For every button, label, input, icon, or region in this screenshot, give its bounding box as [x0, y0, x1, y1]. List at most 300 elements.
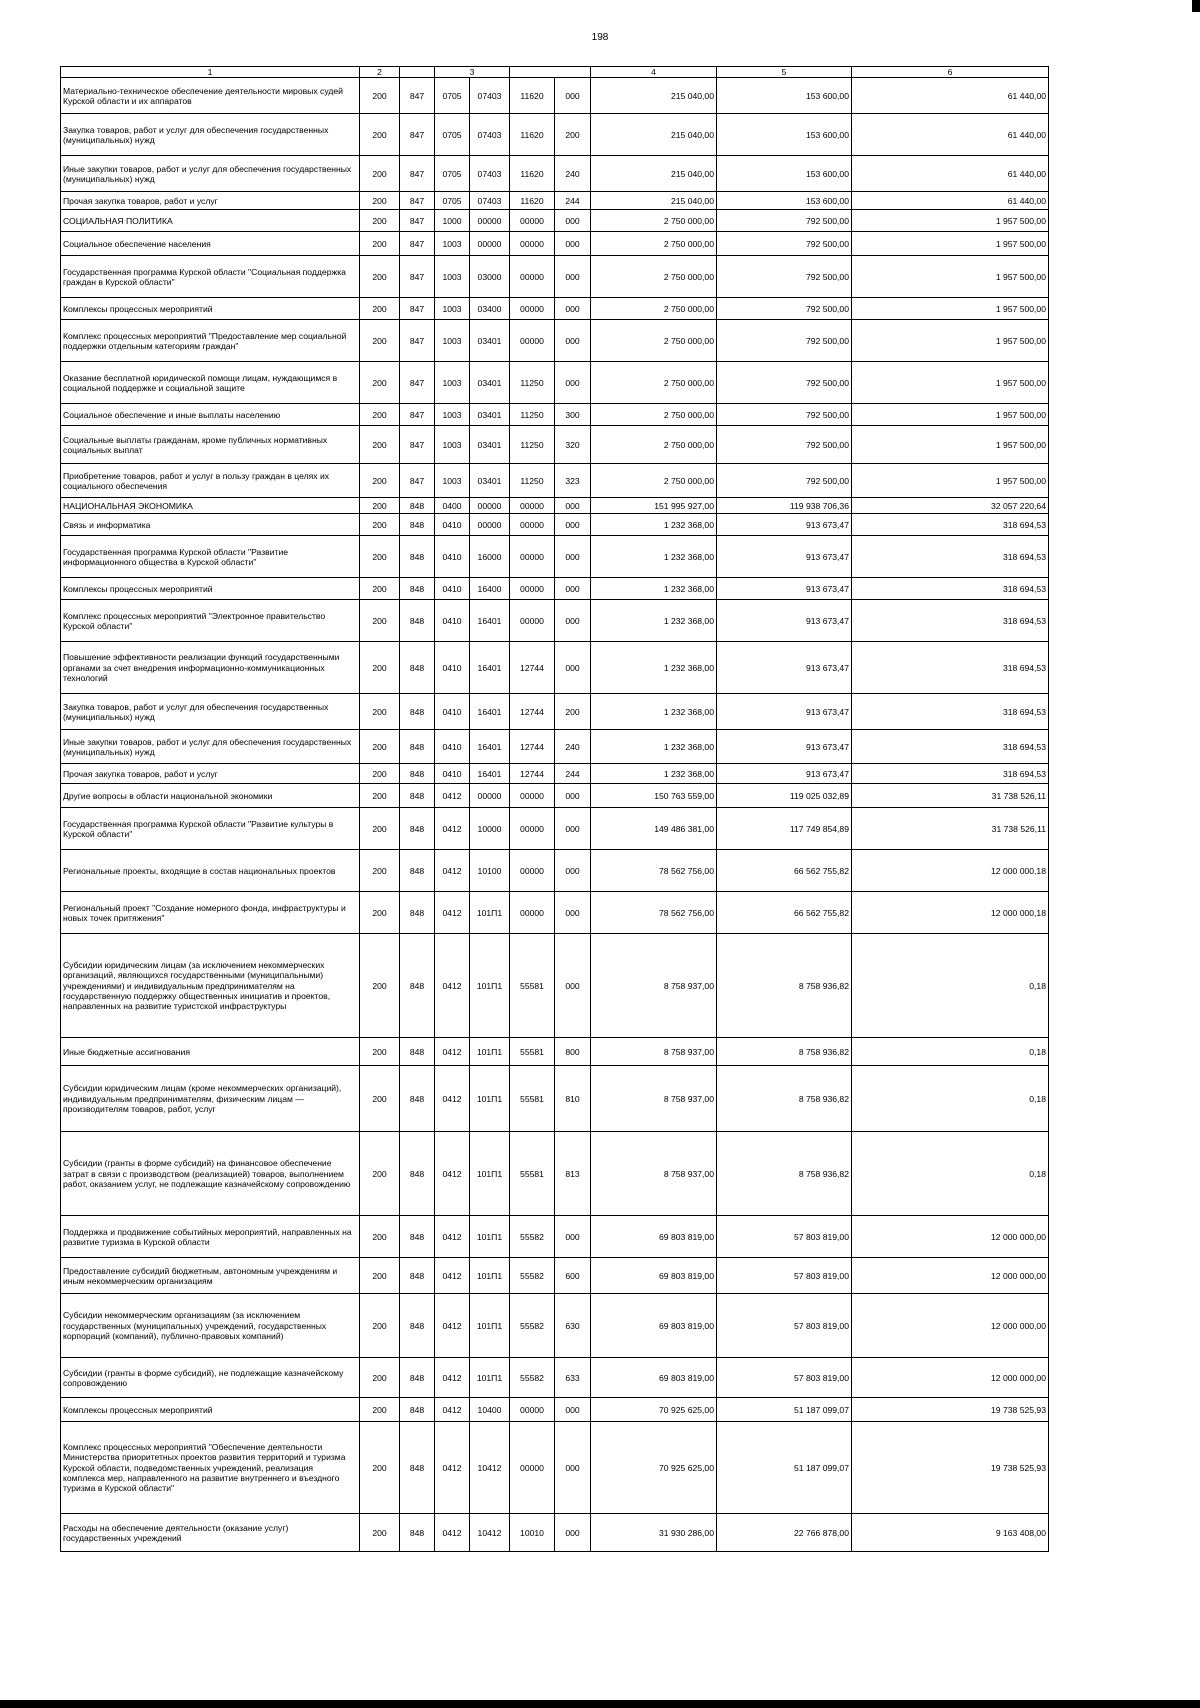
code-section: 1003: [435, 362, 470, 404]
code-ministry: 847: [400, 210, 435, 232]
code-section: 0412: [435, 784, 470, 808]
code-ministry: 848: [400, 764, 435, 784]
code-expense-type: 000: [555, 498, 591, 514]
code-rz: 200: [360, 210, 400, 232]
code-section: 0412: [435, 1422, 470, 1514]
code-ministry: 848: [400, 1258, 435, 1294]
header-row: [61, 67, 1049, 78]
code-rz: 200: [360, 808, 400, 850]
amount-col6: 318 694,53: [852, 764, 1049, 784]
code-program: 07403: [470, 156, 510, 192]
amount-col5: 792 500,00: [717, 232, 852, 256]
amount-col5: 792 500,00: [717, 256, 852, 298]
code-direction: 55582: [510, 1358, 555, 1398]
row-description: Иные закупки товаров, работ и услуг для обеспечения государственных (муниципальных) нужд: [61, 156, 360, 192]
code-expense-type: 000: [555, 232, 591, 256]
header-col-3a: [400, 67, 435, 78]
amount-total: 8 758 937,00: [591, 1132, 717, 1216]
code-program: 101П1: [470, 1358, 510, 1398]
amount-total: 1 232 368,00: [591, 600, 717, 642]
amount-col5: 57 803 819,00: [717, 1358, 852, 1398]
code-program: 00000: [470, 784, 510, 808]
code-ministry: 848: [400, 514, 435, 536]
row-description: Другие вопросы в области национальной экономики: [61, 784, 360, 808]
amount-col6: 12 000 000,00: [852, 1258, 1049, 1294]
code-program: 101П1: [470, 1216, 510, 1258]
row-description: Социальные выплаты гражданам, кроме публичных нормативных социальных выплат: [61, 426, 360, 464]
code-direction: 11250: [510, 362, 555, 404]
table-row: [61, 850, 1049, 892]
code-direction: 00000: [510, 320, 555, 362]
code-expense-type: 320: [555, 426, 591, 464]
code-program: 101П1: [470, 1258, 510, 1294]
row-description: Государственная программа Курской области "Социальная поддержка граждан в Курской области": [61, 256, 360, 298]
row-description: Комплекс процессных мероприятий "Обеспечение деятельности Министерства приоритетных проектов развития территорий и туризма Курской области, подведомственных учреждений, реализация комплекса мер, направленного на развитие внутреннего и въездного туризма в Курской области": [61, 1422, 360, 1514]
code-program: 07403: [470, 78, 510, 114]
code-direction: 00000: [510, 232, 555, 256]
code-expense-type: 633: [555, 1358, 591, 1398]
row-description: Комплексы процессных мероприятий: [61, 578, 360, 600]
code-ministry: 847: [400, 426, 435, 464]
code-expense-type: 600: [555, 1258, 591, 1294]
code-program: 101П1: [470, 1294, 510, 1358]
code-expense-type: 000: [555, 362, 591, 404]
code-section: 0412: [435, 1398, 470, 1422]
code-direction: 12744: [510, 764, 555, 784]
code-program: 03401: [470, 362, 510, 404]
amount-col6: 318 694,53: [852, 536, 1049, 578]
amount-col6: 1 957 500,00: [852, 362, 1049, 404]
code-ministry: 848: [400, 1514, 435, 1552]
code-direction: 55582: [510, 1294, 555, 1358]
code-ministry: 848: [400, 1358, 435, 1398]
code-ministry: 848: [400, 1294, 435, 1358]
code-direction: 11620: [510, 78, 555, 114]
code-program: 03401: [470, 404, 510, 426]
code-expense-type: 240: [555, 730, 591, 764]
amount-total: 1 232 368,00: [591, 578, 717, 600]
code-section: 0412: [435, 850, 470, 892]
code-ministry: 848: [400, 600, 435, 642]
code-rz: 200: [360, 1514, 400, 1552]
amount-col5: 913 673,47: [717, 642, 852, 694]
code-program: 16401: [470, 764, 510, 784]
table-row: [61, 256, 1049, 298]
amount-col5: 117 749 854,89: [717, 808, 852, 850]
row-description: Прочая закупка товаров, работ и услуг: [61, 192, 360, 210]
row-description: Государственная программа Курской области "Развитие культуры в Курской области": [61, 808, 360, 850]
table-row: [61, 642, 1049, 694]
code-rz: 200: [360, 694, 400, 730]
code-direction: 55582: [510, 1258, 555, 1294]
code-ministry: 847: [400, 192, 435, 210]
row-description: СОЦИАЛЬНАЯ ПОЛИТИКА: [61, 210, 360, 232]
amount-col5: 913 673,47: [717, 514, 852, 536]
code-direction: 10010: [510, 1514, 555, 1552]
row-description: Связь и информатика: [61, 514, 360, 536]
amount-col5: 66 562 755,82: [717, 892, 852, 934]
amount-col6: 12 000 000,18: [852, 850, 1049, 892]
code-section: 1003: [435, 256, 470, 298]
row-description: Региональные проекты, входящие в состав национальных проектов: [61, 850, 360, 892]
amount-col5: 913 673,47: [717, 536, 852, 578]
code-rz: 200: [360, 784, 400, 808]
code-ministry: 848: [400, 1038, 435, 1066]
code-direction: 12744: [510, 694, 555, 730]
amount-total: 69 803 819,00: [591, 1216, 717, 1258]
code-section: 0412: [435, 1514, 470, 1552]
code-direction: 00000: [510, 498, 555, 514]
code-direction: 55581: [510, 1038, 555, 1066]
amount-total: 1 232 368,00: [591, 694, 717, 730]
code-section: 0410: [435, 514, 470, 536]
code-section: 1003: [435, 464, 470, 498]
row-description: Социальное обеспечение и иные выплаты населению: [61, 404, 360, 426]
code-expense-type: 000: [555, 892, 591, 934]
code-rz: 200: [360, 600, 400, 642]
amount-col5: 913 673,47: [717, 600, 852, 642]
amount-total: 1 232 368,00: [591, 764, 717, 784]
code-rz: 200: [360, 362, 400, 404]
amount-col6: 0,18: [852, 1038, 1049, 1066]
amount-total: 215 040,00: [591, 156, 717, 192]
code-program: 101П1: [470, 1038, 510, 1066]
amount-col6: 318 694,53: [852, 514, 1049, 536]
amount-col6: 61 440,00: [852, 78, 1049, 114]
code-rz: 200: [360, 320, 400, 362]
amount-col6: 12 000 000,00: [852, 1294, 1049, 1358]
row-description: Комплексы процессных мероприятий: [61, 1398, 360, 1422]
code-program: 07403: [470, 114, 510, 156]
code-rz: 200: [360, 934, 400, 1038]
amount-col6: 318 694,53: [852, 730, 1049, 764]
code-program: 16401: [470, 694, 510, 730]
amount-total: 2 750 000,00: [591, 404, 717, 426]
amount-total: 149 486 381,00: [591, 808, 717, 850]
code-rz: 200: [360, 1358, 400, 1398]
code-ministry: 848: [400, 694, 435, 730]
table-row: [61, 1066, 1049, 1132]
row-description: Региональный проект "Создание номерного фонда, инфраструктуры и новых точек притяжения": [61, 892, 360, 934]
code-program: 00000: [470, 210, 510, 232]
amount-col5: 8 758 936,82: [717, 934, 852, 1038]
row-description: НАЦИОНАЛЬНАЯ ЭКОНОМИКА: [61, 498, 360, 514]
code-section: 1003: [435, 426, 470, 464]
code-ministry: 848: [400, 850, 435, 892]
amount-col5: 8 758 936,82: [717, 1066, 852, 1132]
code-rz: 200: [360, 892, 400, 934]
code-ministry: 848: [400, 498, 435, 514]
amount-col6: 12 000 000,00: [852, 1358, 1049, 1398]
table-row: [61, 578, 1049, 600]
code-direction: 12744: [510, 730, 555, 764]
code-direction: 11620: [510, 192, 555, 210]
code-direction: 00000: [510, 210, 555, 232]
amount-total: 215 040,00: [591, 78, 717, 114]
row-description: Социальное обеспечение населения: [61, 232, 360, 256]
amount-total: 2 750 000,00: [591, 362, 717, 404]
table-row: [61, 156, 1049, 192]
code-rz: 200: [360, 256, 400, 298]
table-row: [61, 514, 1049, 536]
code-section: 0410: [435, 536, 470, 578]
amount-col6: 61 440,00: [852, 114, 1049, 156]
code-program: 101П1: [470, 1066, 510, 1132]
code-ministry: 847: [400, 320, 435, 362]
code-expense-type: 000: [555, 320, 591, 362]
code-section: 1003: [435, 232, 470, 256]
code-expense-type: 000: [555, 536, 591, 578]
code-expense-type: 000: [555, 256, 591, 298]
amount-col6: 318 694,53: [852, 642, 1049, 694]
scan-bottom-bar: [0, 1700, 1200, 1708]
table-row: [61, 192, 1049, 210]
table-row: [61, 78, 1049, 114]
code-direction: 11620: [510, 114, 555, 156]
table-row: [61, 694, 1049, 730]
amount-col6: 1 957 500,00: [852, 256, 1049, 298]
code-section: 0705: [435, 192, 470, 210]
amount-col6: 1 957 500,00: [852, 210, 1049, 232]
code-section: 0410: [435, 694, 470, 730]
code-expense-type: 000: [555, 600, 591, 642]
code-section: 0412: [435, 1132, 470, 1216]
amount-col5: 792 500,00: [717, 210, 852, 232]
table-row: [61, 210, 1049, 232]
code-program: 16401: [470, 730, 510, 764]
code-section: 1003: [435, 404, 470, 426]
row-description: Расходы на обеспечение деятельности (оказание услуг) государственных учреждений: [61, 1514, 360, 1552]
code-direction: 00000: [510, 536, 555, 578]
code-ministry: 847: [400, 362, 435, 404]
table-row: [61, 784, 1049, 808]
code-section: 0412: [435, 1258, 470, 1294]
code-program: 03401: [470, 426, 510, 464]
code-expense-type: 200: [555, 694, 591, 730]
code-section: 0412: [435, 1216, 470, 1258]
amount-col5: 57 803 819,00: [717, 1216, 852, 1258]
amount-col6: 1 957 500,00: [852, 404, 1049, 426]
table-row: [61, 404, 1049, 426]
code-rz: 200: [360, 498, 400, 514]
code-program: 10400: [470, 1398, 510, 1422]
code-section: 0412: [435, 1358, 470, 1398]
code-direction: 00000: [510, 514, 555, 536]
code-ministry: 848: [400, 730, 435, 764]
code-section: 0705: [435, 78, 470, 114]
amount-col5: 792 500,00: [717, 298, 852, 320]
table-row: [61, 1294, 1049, 1358]
code-direction: 11620: [510, 156, 555, 192]
code-ministry: 847: [400, 256, 435, 298]
row-description: Государственная программа Курской области "Развитие информационного общества в Курской области": [61, 536, 360, 578]
amount-col6: 1 957 500,00: [852, 464, 1049, 498]
code-ministry: 847: [400, 232, 435, 256]
code-rz: 200: [360, 1422, 400, 1514]
code-rz: 200: [360, 1294, 400, 1358]
code-program: 10412: [470, 1422, 510, 1514]
code-section: 0410: [435, 642, 470, 694]
header-col-5: 5: [717, 67, 852, 78]
amount-col6: 318 694,53: [852, 600, 1049, 642]
code-direction: 00000: [510, 1422, 555, 1514]
amount-total: 1 232 368,00: [591, 642, 717, 694]
code-section: 0412: [435, 1038, 470, 1066]
code-expense-type: 323: [555, 464, 591, 498]
amount-col5: 119 025 032,89: [717, 784, 852, 808]
code-ministry: 848: [400, 642, 435, 694]
code-ministry: 847: [400, 298, 435, 320]
amount-total: 69 803 819,00: [591, 1294, 717, 1358]
amount-total: 215 040,00: [591, 114, 717, 156]
code-program: 03401: [470, 464, 510, 498]
row-description: Закупка товаров, работ и услуг для обеспечения государственных (муниципальных) нужд: [61, 114, 360, 156]
code-ministry: 848: [400, 1066, 435, 1132]
code-program: 00000: [470, 514, 510, 536]
code-program: 03400: [470, 298, 510, 320]
row-description: Субсидии юридическим лицам (кроме некоммерческих организаций), индивидуальным предпринимателям, физическим лицам — производителям товаров, работ, услуг: [61, 1066, 360, 1132]
code-rz: 200: [360, 78, 400, 114]
code-direction: 00000: [510, 578, 555, 600]
amount-col5: 119 938 706,36: [717, 498, 852, 514]
code-expense-type: 630: [555, 1294, 591, 1358]
code-section: 0705: [435, 114, 470, 156]
row-description: Субсидии (гранты в форме субсидий), не подлежащие казначейскому сопровождению: [61, 1358, 360, 1398]
table-row: [61, 600, 1049, 642]
table-row: [61, 764, 1049, 784]
amount-col5: 153 600,00: [717, 114, 852, 156]
code-rz: 200: [360, 156, 400, 192]
code-expense-type: 000: [555, 642, 591, 694]
code-section: 1003: [435, 298, 470, 320]
scan-corner-mark: [1192, 0, 1200, 12]
table-row: [61, 426, 1049, 464]
code-program: 00000: [470, 498, 510, 514]
amount-col5: 913 673,47: [717, 730, 852, 764]
code-ministry: 848: [400, 892, 435, 934]
code-ministry: 848: [400, 808, 435, 850]
code-ministry: 848: [400, 578, 435, 600]
row-description: Субсидии юридическим лицам (за исключением некоммерческих организаций, являющихся государственными (муниципальными) учреждениями) и индивидуальным предпринимателям на государственную поддержку общественных инициатив и проектов, направленных на развитие туристской инфраструктуры: [61, 934, 360, 1038]
amount-total: 2 750 000,00: [591, 426, 717, 464]
header-col-2: 2: [360, 67, 400, 78]
code-ministry: 848: [400, 934, 435, 1038]
code-expense-type: 000: [555, 784, 591, 808]
code-section: 1003: [435, 320, 470, 362]
code-ministry: 847: [400, 114, 435, 156]
code-program: 10000: [470, 808, 510, 850]
code-rz: 200: [360, 1066, 400, 1132]
code-program: 03401: [470, 320, 510, 362]
table-row: [61, 1258, 1049, 1294]
code-ministry: 848: [400, 1132, 435, 1216]
code-direction: 55581: [510, 1066, 555, 1132]
code-program: 16401: [470, 642, 510, 694]
code-rz: 200: [360, 1398, 400, 1422]
amount-col6: 32 057 220,64: [852, 498, 1049, 514]
code-program: 00000: [470, 232, 510, 256]
amount-total: 70 925 625,00: [591, 1398, 717, 1422]
amount-total: 2 750 000,00: [591, 210, 717, 232]
amount-total: 69 803 819,00: [591, 1358, 717, 1398]
table-row: [61, 1132, 1049, 1216]
row-description: Комплекс процессных мероприятий "Предоставление мер социальной поддержки отдельным категориям граждан": [61, 320, 360, 362]
amount-col5: 57 803 819,00: [717, 1294, 852, 1358]
code-direction: 00000: [510, 784, 555, 808]
amount-col5: 153 600,00: [717, 192, 852, 210]
page-number: 198: [591, 32, 609, 43]
amount-col5: 51 187 099,07: [717, 1422, 852, 1514]
code-rz: 200: [360, 464, 400, 498]
amount-col5: 913 673,47: [717, 578, 852, 600]
code-expense-type: 000: [555, 578, 591, 600]
table-row: [61, 1422, 1049, 1514]
amount-col6: 0,18: [852, 934, 1049, 1038]
code-rz: 200: [360, 426, 400, 464]
amount-total: 31 930 286,00: [591, 1514, 717, 1552]
amount-total: 151 995 927,00: [591, 498, 717, 514]
amount-col6: 1 957 500,00: [852, 232, 1049, 256]
code-rz: 200: [360, 232, 400, 256]
header-col-4: 4: [591, 67, 717, 78]
amount-col5: 792 500,00: [717, 426, 852, 464]
code-direction: 00000: [510, 850, 555, 892]
amount-col5: 22 766 878,00: [717, 1514, 852, 1552]
code-expense-type: 244: [555, 192, 591, 210]
table-row: [61, 498, 1049, 514]
table-row: [61, 536, 1049, 578]
code-expense-type: 000: [555, 1216, 591, 1258]
code-program: 10412: [470, 1514, 510, 1552]
code-rz: 200: [360, 514, 400, 536]
code-rz: 200: [360, 642, 400, 694]
header-col-1: 1: [61, 67, 360, 78]
amount-col6: 31 738 526,11: [852, 784, 1049, 808]
header-col-3: 3: [435, 67, 510, 78]
code-ministry: 848: [400, 1398, 435, 1422]
code-ministry: 848: [400, 536, 435, 578]
amount-col5: 792 500,00: [717, 464, 852, 498]
code-direction: 11250: [510, 404, 555, 426]
code-rz: 200: [360, 1038, 400, 1066]
code-expense-type: 000: [555, 850, 591, 892]
row-description: Оказание бесплатной юридической помощи лицам, нуждающимся в социальной поддержке и социальной защите: [61, 362, 360, 404]
code-rz: 200: [360, 764, 400, 784]
code-expense-type: 000: [555, 1398, 591, 1422]
code-direction: 55581: [510, 934, 555, 1038]
code-program: 03000: [470, 256, 510, 298]
row-description: Поддержка и продвижение событийных мероприятий, направленных на развитие туризма в Курской области: [61, 1216, 360, 1258]
header-col-3b: [510, 67, 591, 78]
code-expense-type: 000: [555, 78, 591, 114]
code-expense-type: 000: [555, 1514, 591, 1552]
code-direction: 00000: [510, 600, 555, 642]
code-rz: 200: [360, 114, 400, 156]
amount-col5: 792 500,00: [717, 404, 852, 426]
code-program: 10100: [470, 850, 510, 892]
amount-total: 70 925 625,00: [591, 1422, 717, 1514]
code-section: 0410: [435, 600, 470, 642]
code-ministry: 847: [400, 404, 435, 426]
row-description: Иные закупки товаров, работ и услуг для обеспечения государственных (муниципальных) нужд: [61, 730, 360, 764]
code-ministry: 848: [400, 1422, 435, 1514]
code-rz: 200: [360, 850, 400, 892]
code-direction: 00000: [510, 1398, 555, 1422]
code-section: 0410: [435, 764, 470, 784]
table-row: [61, 320, 1049, 362]
amount-total: 2 750 000,00: [591, 232, 717, 256]
amount-total: 1 232 368,00: [591, 514, 717, 536]
